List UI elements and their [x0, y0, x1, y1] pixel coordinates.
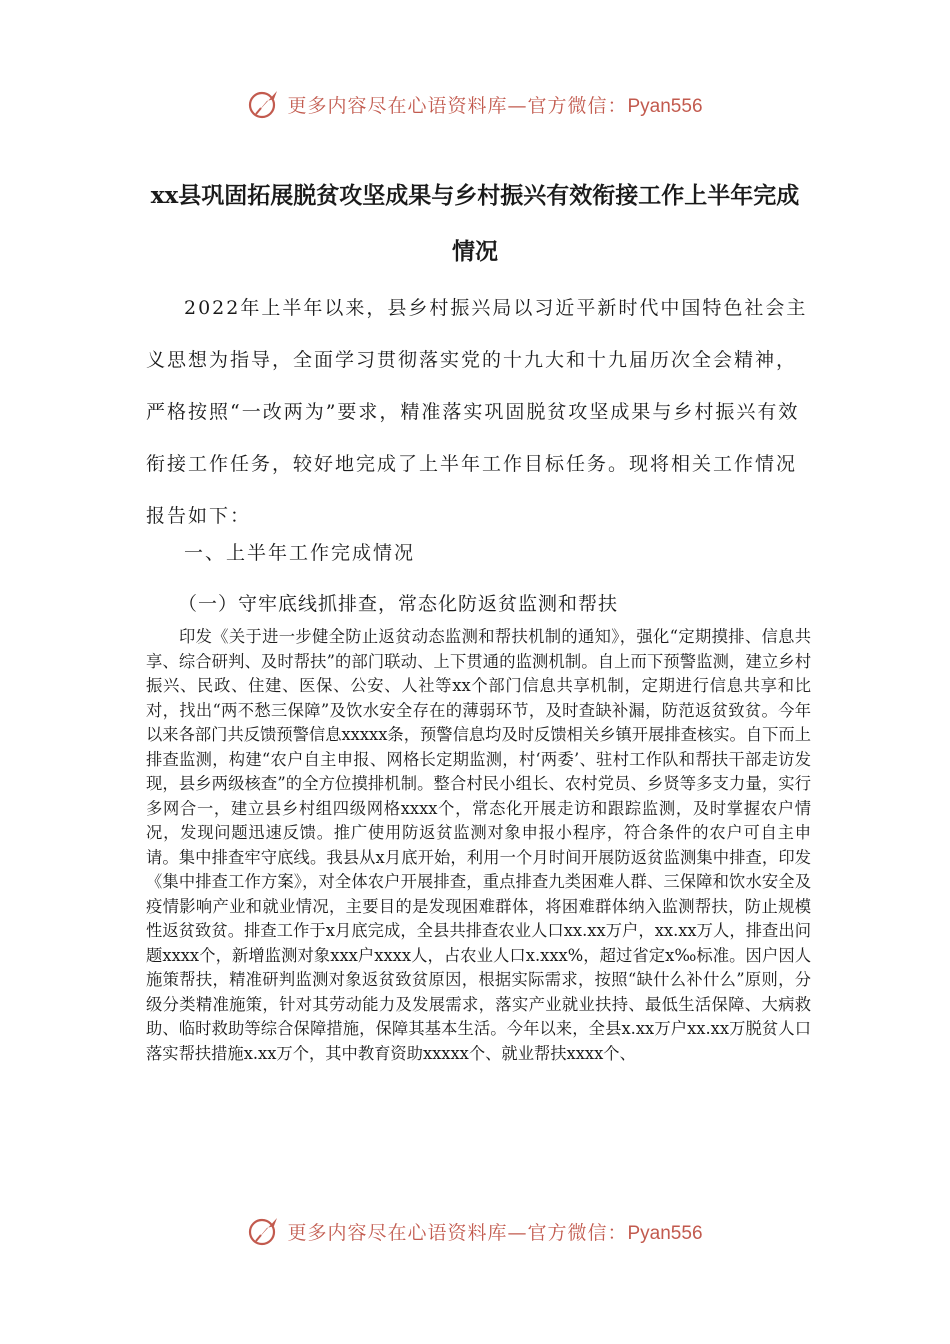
intro-paragraph: 2022年上半年以来，县乡村振兴局以习近平新时代中国特色社会主义思想为指导，全面学习贯彻落实党的十九大和十九届历次全会精神，严格按照“一改两为”要求，精准落实巩固脱贫攻坚成果与乡村振兴有效衔接工作任务，较好地完成了上半年工作目标任务。现将相关工作情况报告如下： [146, 297, 808, 527]
document-title: xx县巩固拓展脱贫攻坚成果与乡村振兴有效衔接工作上半年完成情况 [150, 182, 800, 265]
quill-pen-logo-icon [247, 1214, 281, 1248]
body-paragraph: 印发《关于进一步健全防止返贫动态监测和帮扶机制的通知》，强化“定期摸排、信息共享、综合研判、及时帮扶”的部门联动、上下贯通的监测机制。自上而下预警监测，建立乡村振兴、民政、住建、医保、公安、人社等xx个部门信息共享机制，定期进行信息共享和比对，找出“两不愁三保障”及饮水安全存在的薄弱环节，及时查缺补漏，防范返贫致贫。今年以来各部门共反馈预警信息xxxxx条，预警信息均及时反馈相关乡镇开展排查核实。自下而上排查监测，构建“农户自主申报、网格长定期监测，村‘两委’、驻村工作队和帮扶干部走访发现，县乡两级核查”的全方位摸排机制。整合村民小组长、农村党员、乡贤等多支力量，实行多网合一，建立县乡村组四级网格xxxx个，常态化开展走访和跟踪监测，及时掌握农户情况，发现问题迅速反馈。推广使用防返贫监测对象申报小程序，符合条件的农户可自主申请。集中排查牢守底线。我县从x月底开始，利用一个月时间开展防返贫监测集中排查，印发《集中排查工作方案》，对全体农户开展排查，重点排查九类困难人群、三保障和饮水安全及疫情影响产业和就业情况，主要目的是发现困难群体，将困难群体纳入监测帮扶，防止规模性返贫致贫。排查工作于x月底完成，全县共排查农业人口xx.xx万户，xx.xx万人，排查出问题xxxx个，新增监测对象xxx户xxxx人，占农业人口x.xxx%，超过省定x‰标准。因户因人施策帮扶，精准研判监测对象返贫致贫原因，根据实际需求，按照“缺什么补什么”原则，分级分类精准施策，针对其劳动能力及发展需求，落实产业就业扶持、最低生活保障、大病救助、临时救助等综合保障措施，保障其基本生活。今年以来，全县x.xx万户xx.xx万脱贫人口落实帮扶措施x.xx万个，其中教育资助xxxxx个、就业帮扶xxxx个、 [146, 627, 811, 1063]
top-banner [0, 84, 950, 124]
bottom-banner [0, 1211, 950, 1251]
banner-brand: Pyan556 [627, 95, 703, 117]
banner-brand: Pyan556 [627, 1222, 703, 1244]
banner-text: 更多内容尽在心语资料库—官方微信：Pyan556 [287, 1221, 703, 1244]
subsection-heading-1: （一）守牢底线抓排查，常态化防返贫监测和帮扶 [178, 593, 619, 615]
quill-pen-logo-icon [247, 87, 281, 121]
section-heading-1: 一、上半年工作完成情况 [184, 542, 416, 564]
banner-text: 更多内容尽在心语资料库—官方微信：Pyan556 [287, 94, 703, 117]
